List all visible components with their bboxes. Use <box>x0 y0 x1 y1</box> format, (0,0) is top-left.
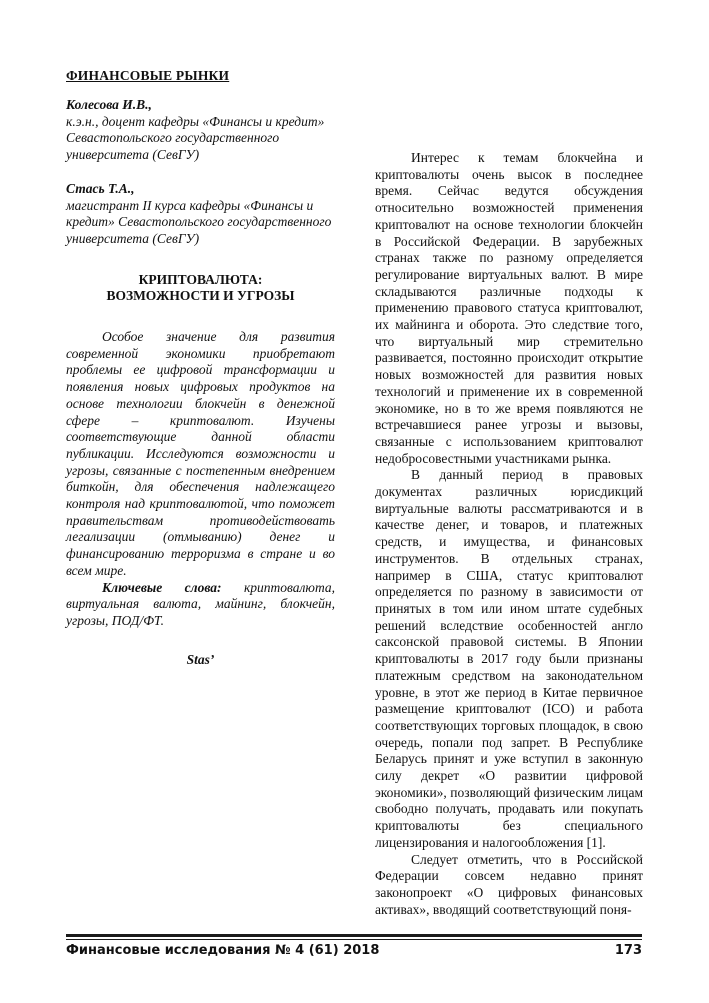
author-name: Колесова И.В., <box>66 97 152 112</box>
keywords <box>66 580 335 630</box>
footer-rule-thin <box>66 939 642 940</box>
body-paragraph-2: В данный период в правовых документах различных юрисдикций виртуальные валюты рассматриваются и в качестве денег, и товаров, и платежных средств, и имущества, и финансовых инструментов. В отдельных странах, например в США, статус криптовалют определяется по разному в зависимости от принятых в том или ином штате судебных решений вследствие особенностей англо саксонской правовой системы. В Японии криптовалюты в 2017 году были признаны платежным средством на законодательном уровне, в этот же период в Китае первичное размещение криптовалют (ICO) и работа соответствующих торговых площадок, в свою очередь, попали под запрет. В Республике Беларусь принят и уже вступил в законную силу декрет «О развитии цифровой экономики», позволяющий физическим лицам свободно получать, продавать или покупать криптовалюты без специального лицензирования и налогообложения [1]. <box>375 467 643 850</box>
right-column <box>375 150 643 918</box>
author-1 <box>66 97 335 164</box>
section-title: ФИНАНСОВЫЕ РЫНКИ <box>66 68 230 83</box>
article-title <box>66 272 335 305</box>
footer-journal-title: Финансовые исследования № 4 (61) 2018 <box>66 943 380 958</box>
article-title-line-1: КРИПТОВАЛЮТА: <box>138 271 263 287</box>
author-affiliation: магистрант II курса кафедры «Финансы и кредит» Севастопольского государственного университета (СевГУ) <box>66 197 332 246</box>
footer-rule-thick <box>66 934 642 937</box>
body-paragraph-3: Следует отметить, что в Российской Федерации совсем недавно принят законопроект «О цифровых финансовых активах», вводящий соответствующий поня- <box>375 851 643 917</box>
keywords-text: криптовалюта, виртуальная валюта, майнинг, блокчейн, угрозы, ПОД/ФТ. <box>66 579 335 628</box>
body-paragraph-1: Интерес к темам блокчейна и криптовалюты очень высок в последнее время. Сейчас ведутся обсуждения относительно возможностей применения криптовалют на основе технологии блокчейн в Российской Федерации. В зарубежных странах также по разному определяется регулирование виртуальных валют. В мире складываются различные подходы к применению правового статуса криптовалют, их майнинга и оборота. Это следствие того, что виртуальный мир стремительно развивается, постоянно происходит открытие новых возможностей для развития новых технологий и применение их в современной экономике, но в то же время появляются не встречавшиеся ранее угрозы и вызовы, связанные с использованием криптовалют недобросовестными участниками рынка. <box>375 150 643 466</box>
left-column <box>66 97 335 668</box>
article-title-line-2: ВОЗМОЖНОСТИ И УГРОЗЫ <box>106 288 295 304</box>
page-number: 173 <box>614 943 642 958</box>
english-section-start: Stas’ <box>186 651 215 667</box>
author-2 <box>66 181 335 248</box>
keywords-label: Ключевые слова: <box>102 579 222 595</box>
author-name: Стась Т.А., <box>66 180 135 196</box>
author-affiliation: к.э.н., доцент кафедры «Финансы и кредит» Севастопольского государственного университета (СевГУ) <box>66 113 325 163</box>
abstract: Особое значение для развития современной экономики приобретают проблемы ее цифровой трансформации и появления новых цифровых продуктов на основе технологии блокчейн в денежной сфере – криптовалют. Изучены соответствующие данной области публикации. Исследуются возможности и угрозы, связанные с постепенным внедрением биткойн, для обеспечения надлежащего контроля над криптовалютой, что поможет правительствам противодействовать легализации (отмыванию) денег и финансированию терроризма в стране и во всем мире. <box>66 329 335 578</box>
